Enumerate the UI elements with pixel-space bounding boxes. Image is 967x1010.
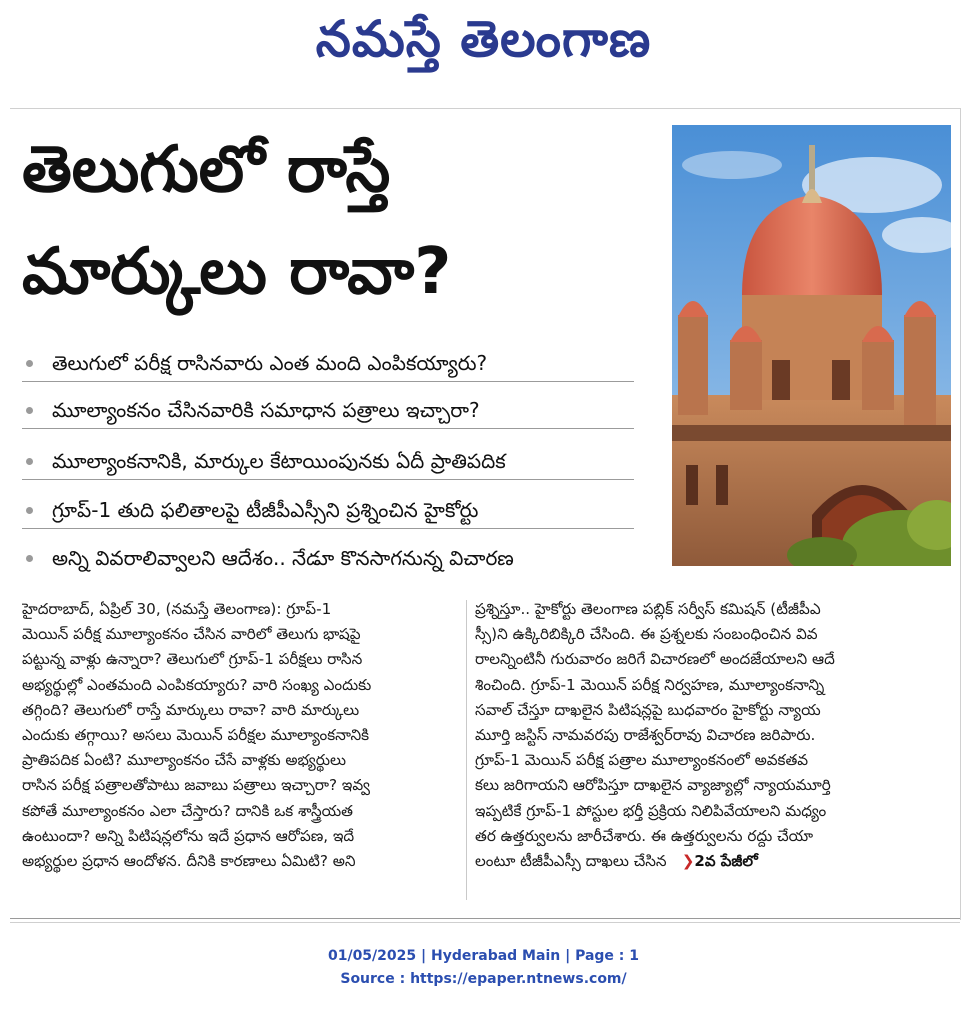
- article-line: లంటూ టీజీపీఎస్సీ దాఖలు చేసిన: [475, 851, 667, 870]
- continued-label: 2వ పేజీలో: [694, 851, 758, 870]
- footer-date-edition: 01/05/2025 | Hyderabad Main | Page : 1: [327, 948, 640, 964]
- article-line: కపోతే మూల్యాంకనం ఎలా చేస్తారు? దానికి ఒక శాస్త్రీయత: [22, 801, 353, 820]
- article-column-1: [22, 597, 462, 874]
- continued-on-page-link[interactable]: [671, 852, 757, 870]
- right-rule: [960, 108, 961, 920]
- article-line: మెయిన్‌ పరీక్ష మూల్యాంకనం చేసిన వారిలో తెలుగు భాషపై: [22, 625, 361, 644]
- bullet-text: మూల్యాంకనం చేసినవారికి సమాధాన పత్రాలు ఇచ్చారా?: [52, 398, 480, 422]
- article-line: మూర్తి జస్టిస్‌ నామవరపు రాజేశ్వర్‌రావు విచారణ జరిపారు.: [475, 725, 816, 744]
- article-line: రాసిన పరీక్ష పత్రాలతోపాటు జవాబు పత్రాలు ఇచ్చారా? ఇవ్వ: [22, 776, 370, 795]
- article-line: హైదరాబాద్‌, ఏప్రిల్‌ 30, (నమస్తే తెలంగాణ): గ్రూప్‌-1: [22, 600, 332, 618]
- article-line: స్సీ)ని ఉక్కిరిబిక్కిరి చేసింది. ఈ ప్రశ్నలకు సంబంధించిన వివ: [475, 625, 818, 644]
- bullet-text: గ్రూప్‌-1 తుది ఫలితాలపై టీజీపీఎస్సీని ప్రశ్నించిన హైకోర్టు: [52, 498, 479, 522]
- article-line: తర ఉత్తర్వులను జారీచేశారు. ఈ ఉత్తర్వులను రద్దు చేయా: [475, 826, 814, 845]
- article-line: రాలన్నింటినీ గురువారం జరిగే విచారణలో అందజేయాలని ఆదే: [475, 650, 835, 669]
- bullet-item: [22, 443, 634, 480]
- bullet-dot-icon: [26, 360, 33, 367]
- footer-source: Source : https://epaper.ntnews.com/: [340, 971, 627, 987]
- column-divider: [466, 600, 467, 900]
- bottom-rule-2: [10, 922, 960, 923]
- article-line: పట్టున్న వాళ్లు ఉన్నారా? తెలుగులో గ్రూప్‌-1 పరీక్షలు రాసిన: [22, 650, 363, 669]
- bullet-text: అన్ని వివరాలివ్వాలని ఆదేశం.. నేడూ కొనసాగనున్న విచారణ: [52, 546, 514, 570]
- article-line: సవాల్‌ చేస్తూ దాఖలైన పిటిషన్లపై బుధవారం హైకోర్టు న్యాయ: [475, 700, 821, 719]
- article-line: ప్రాతిపదిక ఏంటి? మూల్యాంకనం చేసే వాళ్లకు అభ్యర్థులు: [22, 751, 347, 770]
- high-court-photo: [672, 125, 951, 566]
- article-line-last: [475, 849, 945, 874]
- article-column-2: [475, 597, 945, 874]
- bullet-item: [22, 540, 634, 576]
- bullet-dot-icon: [26, 555, 33, 562]
- article-line: ప్రశ్నిస్తూ.. హైకోర్టు తెలంగాణ పబ్లిక్‌ సర్వీస్‌ కమిషన్‌ (టీజీపీఎ: [475, 600, 821, 618]
- article-line: ఎందుకు తగ్గాయి? అసలు మెయిన్‌ పరీక్షల మూల్యాంకనానికి: [22, 725, 370, 744]
- bullet-dot-icon: [26, 458, 33, 465]
- article-line: గ్రూప్‌-1 మెయిన్‌ పరీక్ష పత్రాల మూల్యాంకనంలో అవకతవ: [475, 751, 809, 770]
- bullet-text: తెలుగులో పరీక్ష రాసినవారు ఎంత మంది ఎంపికయ్యారు?: [52, 351, 488, 375]
- newspaper-masthead: నమస్తే తెలంగాణ: [315, 10, 652, 68]
- bullet-text: మూల్యాంకనానికి, మార్కుల కేటాయింపునకు ఏదీ ప్రాతిపదిక: [52, 449, 506, 473]
- article-line: అభ్యర్థుల ప్రధాన ఆందోళన. దీనికి కారణాలు ఏమిటి? అని: [22, 851, 356, 870]
- article-line: అభ్యర్థుల్లో ఎంతమంది ఎంపికయ్యారు? వారి సంఖ్య ఎందుకు: [22, 675, 372, 694]
- article-line: ఇప్పటికే గ్రూప్‌-1 పోస్టుల భర్తీ ప్రక్రియ నిలిపివేయాలని మధ్యం: [475, 801, 827, 820]
- bullet-dot-icon: [26, 407, 33, 414]
- article-line: శించింది. గ్రూప్‌-1 మెయిన్‌ పరీక్ష నిర్వహణ, మూల్యాంకనాన్ని: [475, 675, 825, 694]
- headline-line-2: మార్కులు రావా?: [22, 235, 452, 309]
- article-line: కలు జరిగాయని ఆరోపిస్తూ దాఖలైన వ్యాజ్యాల్లో న్యాయమూర్తి: [475, 776, 831, 795]
- bullet-item: [22, 345, 634, 382]
- high-court-building-icon: [672, 125, 951, 566]
- headline-line-1: తెలుగులో రాస్తే: [22, 133, 391, 207]
- article-line: ఉంటుందా? అన్ని పిటిషన్లలోను ఇదే ప్రధాన ఆరోపణ, ఇదే: [22, 826, 355, 845]
- bullet-item: [22, 392, 634, 429]
- bullet-dot-icon: [26, 507, 33, 514]
- article-line: తగ్గింది? తెలుగులో రాస్తే మార్కులు రావా? వారి మార్కులు: [22, 700, 360, 719]
- top-rule: [10, 108, 960, 109]
- bottom-rule: [10, 918, 960, 919]
- chevron-right-icon: ❯: [681, 851, 695, 870]
- bullet-item: [22, 492, 634, 529]
